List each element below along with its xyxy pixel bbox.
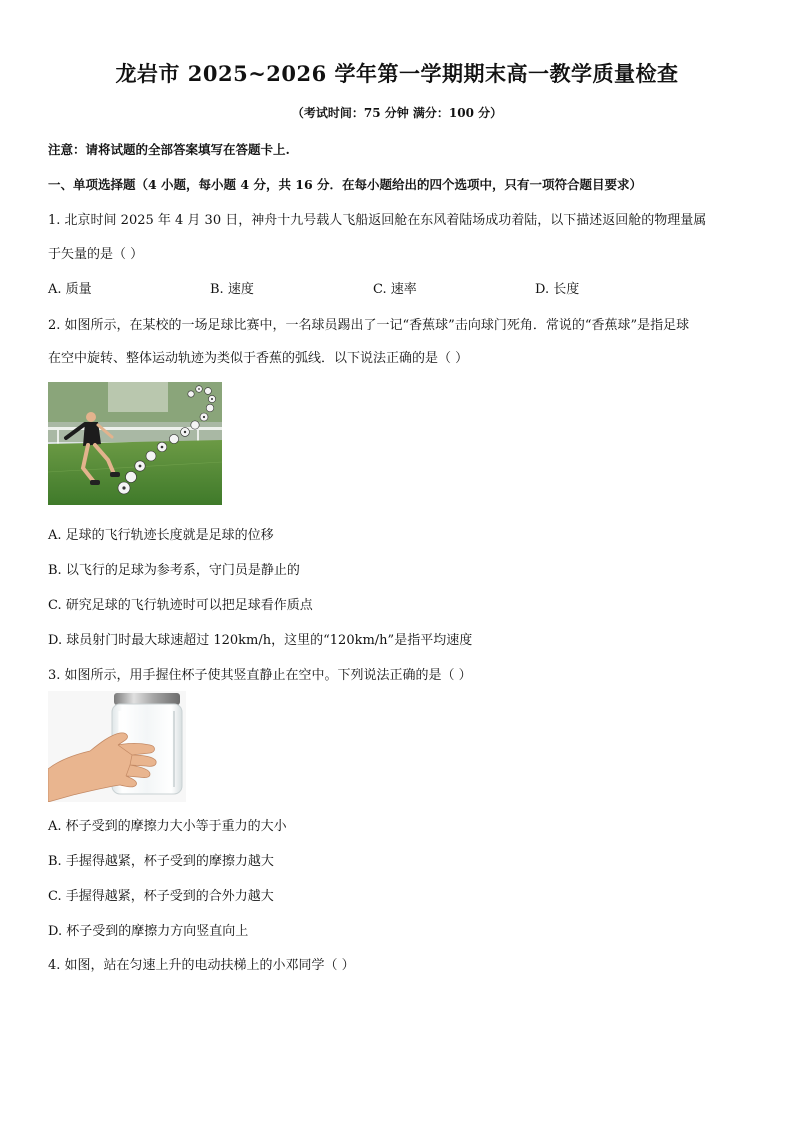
q3-stem-line-1: 3. 如图所示，用手握住杯子使其竖直静止在空中。下列说法正确的是（ ） <box>48 668 472 683</box>
soccer-banana-kick-photo <box>48 382 222 505</box>
q1-option-b[interactable]: B. 速度 <box>210 282 254 297</box>
q2-option-c[interactable]: C. 研究足球的飞行轨迹时可以把足球看作质点 <box>48 598 313 613</box>
q1-option-a[interactable]: A. 质量 <box>48 282 92 297</box>
exam-subtitle: （考试时间：75 分钟 满分：100 分） <box>291 106 503 120</box>
q3-option-c[interactable]: C. 手握得越紧，杯子受到的合外力越大 <box>48 889 274 904</box>
section-heading: 一、单项选择题（4 小题，每小题 4 分，共 16 分．在每小题给出的四个选项中，只有一项符合题目要求） <box>48 177 643 192</box>
q2-option-b[interactable]: B. 以飞行的足球为参考系，守门员是静止的 <box>48 563 300 578</box>
q1-stem-line-1: 1. 北京时间 2025 年 4 月 30 日，神舟十九号载人飞船返回舱在东风着陆场成功着陆，以下描述返回舱的物理量属 <box>48 213 707 228</box>
q4-stem-line-1: 4. 如图，站在匀速上升的电动扶梯上的小邓同学（ ） <box>48 958 355 973</box>
q2-option-d[interactable]: D. 球员射门时最大球速超过 120km/h，这里的“120km/h”是指平均速度 <box>48 633 473 648</box>
exam-title: 龙岩市 2025~2026 学年第一学期期末高一教学质量检查 <box>115 61 679 86</box>
q1-option-c[interactable]: C. 速率 <box>373 282 417 297</box>
q2-stem-line-2: 在空中旋转、整体运动轨迹为类似于香蕉的弧线．以下说法正确的是（ ） <box>48 351 469 366</box>
q2-stem-line-1: 2. 如图所示，在某校的一场足球比赛中，一名球员踢出了一记“香蕉球”击向球门死角．常说的“香蕉球”是指足球 <box>48 318 690 333</box>
q3-option-b[interactable]: B. 手握得越紧，杯子受到的摩擦力越大 <box>48 854 274 869</box>
q3-option-d[interactable]: D. 杯子受到的摩擦力方向竖直向上 <box>48 924 249 939</box>
hand-holding-glass-jar-photo <box>48 691 186 802</box>
q1-option-d[interactable]: D. 长度 <box>535 282 580 297</box>
q1-stem-line-2: 于矢量的是（ ） <box>48 247 144 262</box>
notice-text: 注意：请将试题的全部答案填写在答题卡上. <box>48 142 290 157</box>
q3-option-a[interactable]: A. 杯子受到的摩擦力大小等于重力的大小 <box>48 819 287 834</box>
q2-option-a[interactable]: A. 足球的飞行轨迹长度就是足球的位移 <box>48 528 274 543</box>
q1-options <box>48 278 748 298</box>
